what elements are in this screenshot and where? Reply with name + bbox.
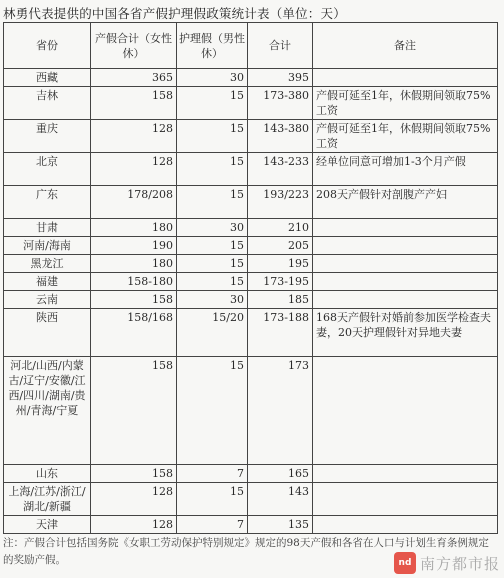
cell-note (313, 273, 498, 291)
cell-paternity: 30 (177, 69, 248, 87)
cell-paternity: 15 (177, 255, 248, 273)
cell-total: 165 (248, 465, 313, 483)
cell-paternity: 15 (177, 357, 248, 465)
cell-paternity: 30 (177, 219, 248, 237)
cell-note (313, 237, 498, 255)
header-maternity: 产假合计（女性休） (91, 23, 177, 69)
cell-maternity: 190 (91, 237, 177, 255)
cell-note: 经单位同意可增加1-3个月产假 (313, 153, 498, 186)
cell-note (313, 516, 498, 534)
cell-note (313, 69, 498, 87)
cell-province: 吉林 (4, 87, 91, 120)
table-row (4, 255, 498, 273)
cell-maternity: 180 (91, 219, 177, 237)
cell-total: 195 (248, 255, 313, 273)
cell-paternity: 15 (177, 186, 248, 219)
watermark (394, 552, 500, 574)
cell-paternity: 15 (177, 273, 248, 291)
cell-paternity: 7 (177, 516, 248, 534)
cell-province: 山东 (4, 465, 91, 483)
cell-total: 210 (248, 219, 313, 237)
cell-maternity: 128 (91, 483, 177, 516)
cell-paternity: 30 (177, 291, 248, 309)
header-note: 备注 (313, 23, 498, 69)
cell-total: 135 (248, 516, 313, 534)
table-row (4, 153, 498, 186)
cell-maternity: 158/168 (91, 309, 177, 357)
table-row (4, 273, 498, 291)
policy-table (3, 22, 498, 534)
cell-province: 河北/山西/内蒙古/辽宁/安徽/江西/四川/湖南/贵州/青海/宁夏 (4, 357, 91, 465)
cell-paternity: 15 (177, 483, 248, 516)
cell-note (313, 483, 498, 516)
cell-maternity: 365 (91, 69, 177, 87)
cell-note: 168天产假针对婚前参加医学检查夫妻，20天护理假针对异地夫妻 (313, 309, 498, 357)
table-row (4, 516, 498, 534)
table-row (4, 120, 498, 153)
cell-paternity: 7 (177, 465, 248, 483)
cell-maternity: 158 (91, 465, 177, 483)
cell-total: 143-233 (248, 153, 313, 186)
table-row (4, 186, 498, 219)
cell-province: 上海/江苏/浙江/湖北/新疆 (4, 483, 91, 516)
cell-maternity: 158 (91, 291, 177, 309)
cell-province: 北京 (4, 153, 91, 186)
cell-total: 173 (248, 357, 313, 465)
cell-total: 173-188 (248, 309, 313, 357)
cell-paternity: 15 (177, 153, 248, 186)
cell-note (313, 357, 498, 465)
cell-maternity: 128 (91, 153, 177, 186)
table-row (4, 219, 498, 237)
table-row (4, 483, 498, 516)
watermark-text: 南方都市报 (419, 554, 500, 573)
cell-total: 193/223 (248, 186, 313, 219)
table-body (4, 69, 498, 534)
cell-paternity: 15/20 (177, 309, 248, 357)
cell-total: 205 (248, 237, 313, 255)
cell-note: 产假可延至1年，休假期间领取75%工资 (313, 120, 498, 153)
cell-note (313, 465, 498, 483)
cell-province: 黑龙江 (4, 255, 91, 273)
cell-total: 185 (248, 291, 313, 309)
cell-total: 143 (248, 483, 313, 516)
footnote: 注：产假合计包括国务院《女职工劳动保护特别规定》规定的98天产假和各省在人口与计划生育条例规定的奖励产假。 (3, 537, 489, 566)
header-total: 合计 (248, 23, 313, 69)
cell-maternity: 158-180 (91, 273, 177, 291)
cell-province: 河南/海南 (4, 237, 91, 255)
cell-note (313, 219, 498, 237)
cell-paternity: 15 (177, 87, 248, 120)
cell-note (313, 255, 498, 273)
cell-province: 重庆 (4, 120, 91, 153)
header-paternity: 护理假（男性休） (177, 23, 248, 69)
table-row (4, 291, 498, 309)
cell-total: 173-195 (248, 273, 313, 291)
table-row (4, 465, 498, 483)
cell-maternity: 158 (91, 357, 177, 465)
table-header-row (4, 23, 498, 69)
cell-total: 143-380 (248, 120, 313, 153)
newspaper-logo-icon: nd (394, 552, 416, 574)
cell-note: 208天产假针对剖腹产产妇 (313, 186, 498, 219)
cell-maternity: 128 (91, 516, 177, 534)
cell-province: 陕西 (4, 309, 91, 357)
cell-maternity: 180 (91, 255, 177, 273)
cell-note: 产假可延至1年，休假期间领取75%工资 (313, 87, 498, 120)
cell-maternity: 158 (91, 87, 177, 120)
cell-province: 西藏 (4, 69, 91, 87)
cell-maternity: 178/208 (91, 186, 177, 219)
table-row (4, 357, 498, 465)
table-row (4, 87, 498, 120)
cell-province: 广东 (4, 186, 91, 219)
cell-total: 173-380 (248, 87, 313, 120)
document-title: 林勇代表提供的中国各省产假护理假政策统计表（单位：天） (3, 6, 346, 21)
cell-province: 云南 (4, 291, 91, 309)
cell-province: 甘肃 (4, 219, 91, 237)
cell-maternity: 128 (91, 120, 177, 153)
cell-paternity: 15 (177, 120, 248, 153)
cell-province: 福建 (4, 273, 91, 291)
cell-province: 天津 (4, 516, 91, 534)
header-province: 省份 (4, 23, 91, 69)
cell-paternity: 15 (177, 237, 248, 255)
cell-total: 395 (248, 69, 313, 87)
table-row (4, 69, 498, 87)
table-row (4, 309, 498, 357)
table-row (4, 237, 498, 255)
cell-note (313, 291, 498, 309)
